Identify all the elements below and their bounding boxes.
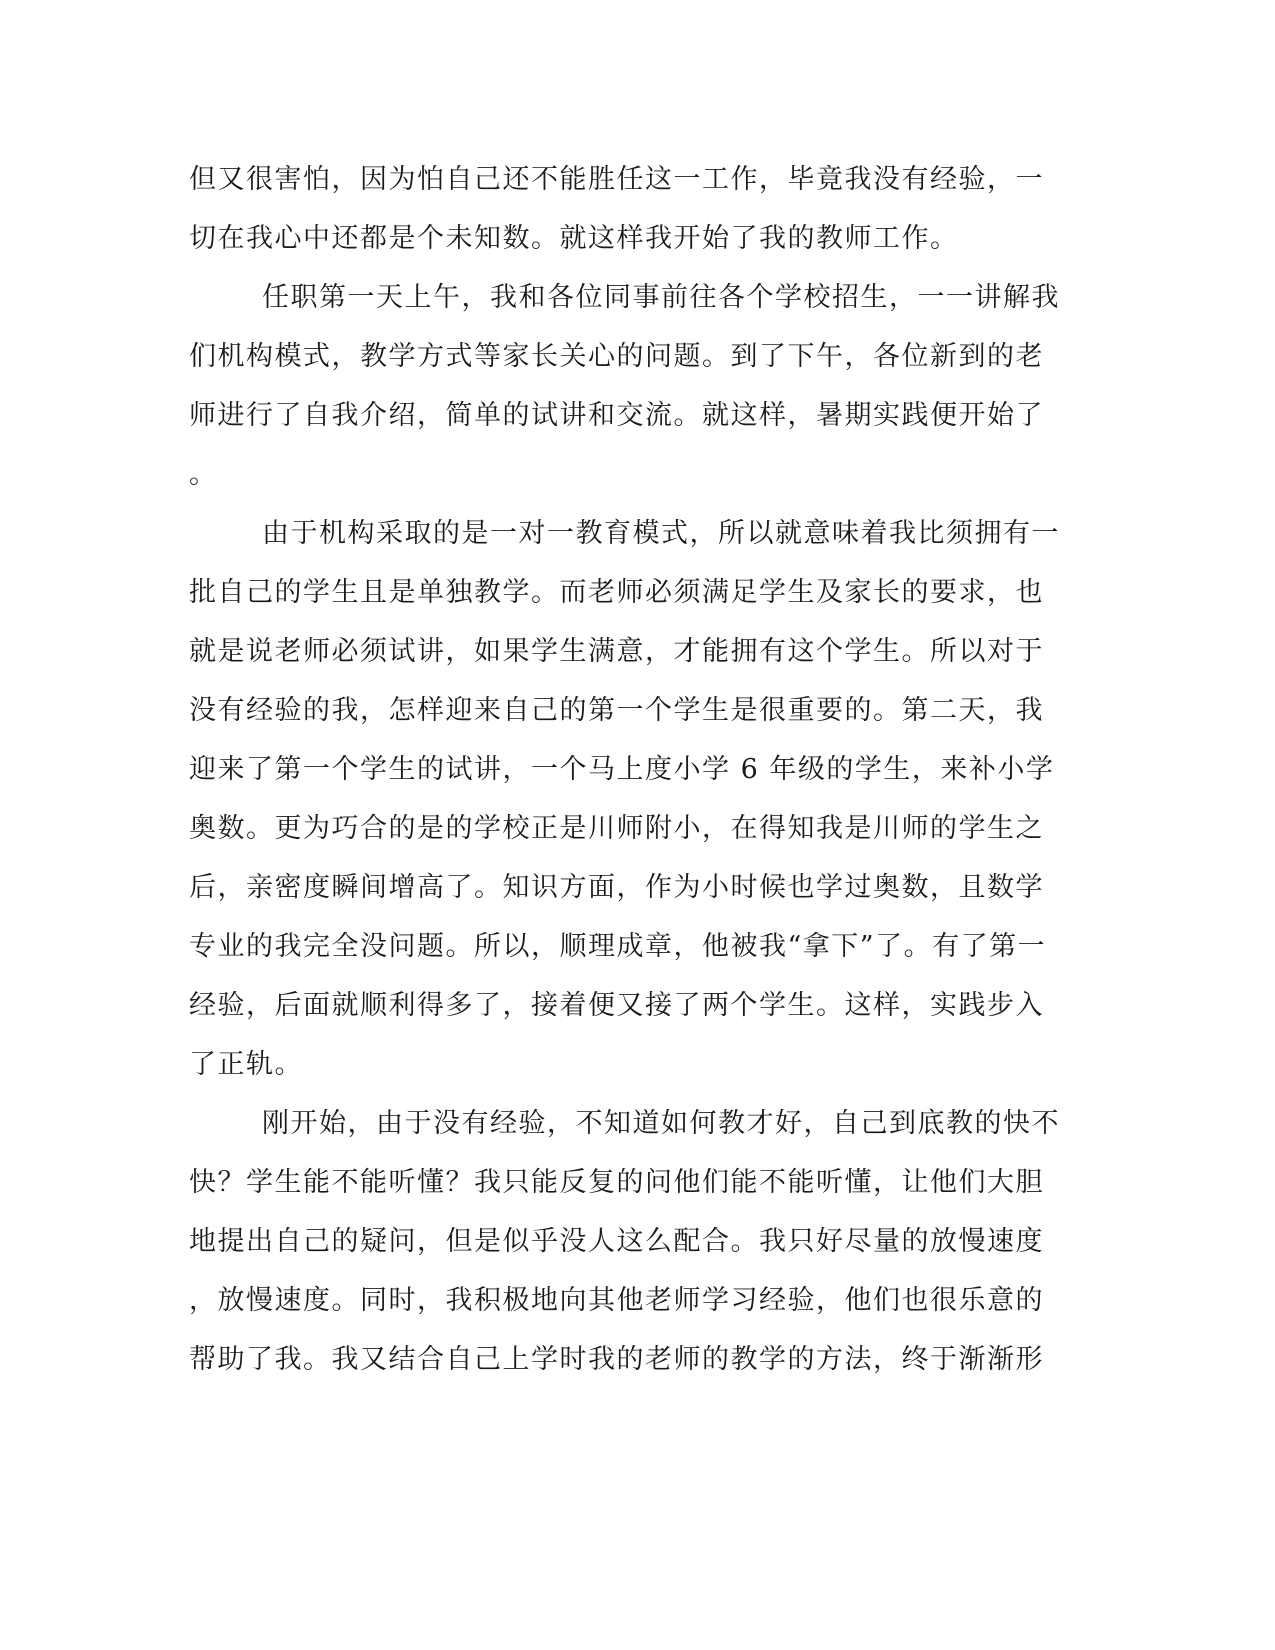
text-line-14: 专业的我完全没问题。所以，顺理成章，他被我“拿下”了。有了第一 — [189, 931, 1047, 962]
text-line-5: 师进行了自我介绍，简单的试讲和交流。就这样，暑期实践便开始了 — [189, 400, 1044, 431]
text-line-9: 就是说老师必须试讲，如果学生满意，才能拥有这个学生。所以对于 — [189, 636, 1044, 667]
text-line-13: 后，亲密度瞬间增高了。知识方面，作为小时候也学过奥数，且数学 — [189, 872, 1044, 903]
text-line-6: 。 — [189, 459, 218, 490]
text-line-15: 经验，后面就顺利得多了，接着便又接了两个学生。这样，实践步入 — [189, 990, 1044, 1021]
text-line-12: 奥数。更为巧合的是的学校正是川师附小，在得知我是川师的学生之 — [189, 813, 1044, 844]
text-line-3: 任职第一天上午，我和各位同事前往各个学校招生，一一讲解我 — [262, 282, 1060, 313]
text-line-17: 刚开始，由于没有经验，不知道如何教才好，自己到底教的快不 — [262, 1108, 1060, 1139]
text-line-18: 快？学生能不能听懂？我只能反复的问他们能不能听懂，让他们大胆 — [189, 1167, 1044, 1198]
text-line-16: 了正轨。 — [189, 1049, 303, 1080]
text-line-19: 地提出自己的疑问，但是似乎没人这么配合。我只好尽量的放慢速度 — [189, 1226, 1044, 1257]
text-line-7: 由于机构采取的是一对一教育模式，所以就意味着我比须拥有一 — [262, 518, 1060, 549]
text-line-2: 切在我心中还都是个未知数。就这样我开始了我的教师工作。 — [189, 223, 959, 254]
text-line-1: 但又很害怕，因为怕自己还不能胜任这一工作，毕竟我没有经验，一 — [189, 164, 1044, 195]
text-line-8: 批自己的学生且是单独教学。而老师必须满足学生及家长的要求，也 — [189, 577, 1044, 608]
text-line-21: 帮助了我。我又结合自己上学时我的老师的教学的方法，终于渐渐形 — [189, 1344, 1044, 1375]
text-line-20: ，放慢速度。同时，我积极地向其他老师学习经验，他们也很乐意的 — [189, 1285, 1044, 1316]
text-line-4: 们机构模式，教学方式等家长关心的问题。到了下午，各位新到的老 — [189, 341, 1044, 372]
text-line-10: 没有经验的我，怎样迎来自己的第一个学生是很重要的。第二天，我 — [189, 695, 1044, 726]
text-line-11: 迎来了第一个学生的试讲，一个马上度小学 6 年级的学生，来补小学 — [189, 754, 1055, 785]
